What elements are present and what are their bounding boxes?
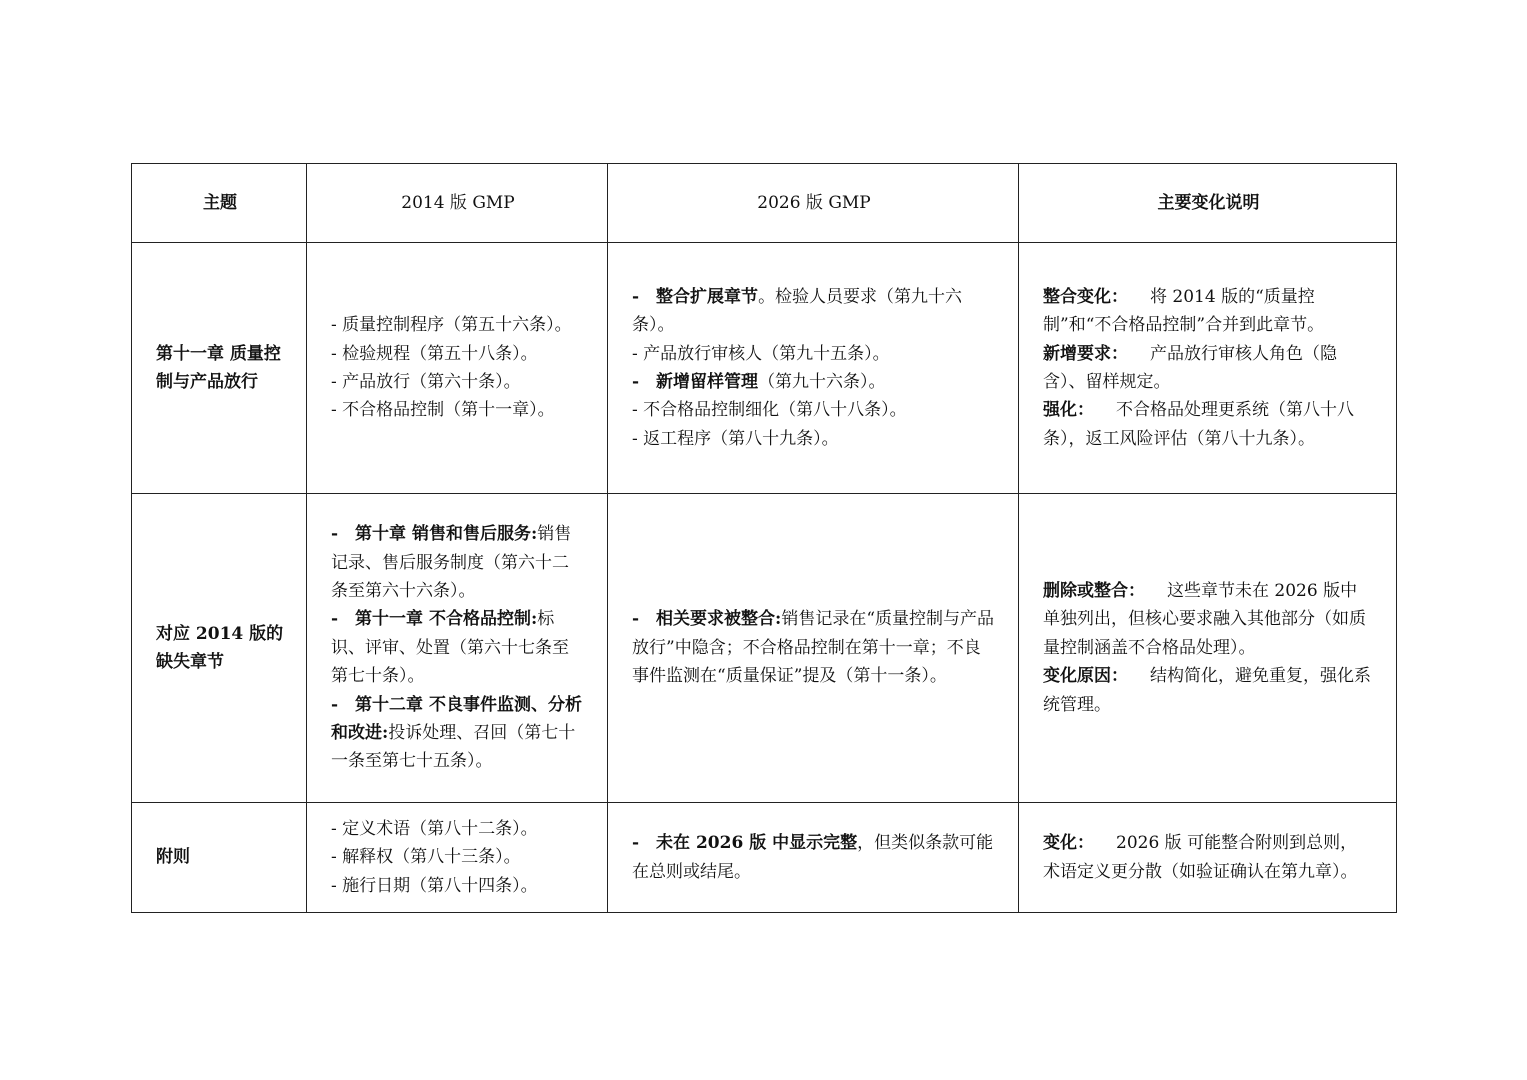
item-text: - 产品放行审核人（第九十五条）。 — [632, 343, 890, 364]
item-heading: - 整合扩展章节 — [632, 286, 759, 307]
cell-2014 — [307, 494, 608, 803]
row-topic: 附则 — [132, 803, 307, 913]
list-item — [632, 425, 996, 453]
table-row — [132, 803, 1397, 913]
item-heading: - 第十章 销售和售后服务: — [331, 524, 538, 545]
note-text: 这些章节未在 2026 版中单独列出，但核心要求融入其他部分（如质量控制涵盖不合格品处理）。 — [1043, 580, 1366, 658]
list-item — [632, 340, 996, 368]
note-label: 变化原因： — [1043, 666, 1128, 687]
item-text: 。检验人员要求（第九十六条）。 — [632, 286, 963, 336]
list-item — [632, 368, 996, 396]
note-label: 新增要求： — [1043, 343, 1128, 364]
list-item: - 解释权（第八十三条）。 — [331, 847, 521, 868]
item-text: 销售记录、售后服务制度（第六十二条至第六十六条）。 — [331, 524, 572, 601]
list-item: - 不合格品控制（第十一章）。 — [331, 400, 555, 421]
item-heading: - 新增留样管理 — [632, 372, 759, 392]
cell-notes — [1019, 494, 1397, 803]
note-text: 不合格品处理更系统（第八十八条），返工风险评估（第八十九条）。 — [1043, 400, 1354, 449]
header-topic: 主题 — [132, 164, 307, 243]
note-label: 变化： — [1043, 833, 1094, 854]
cell-2026 — [608, 243, 1019, 494]
note-label: 整合变化： — [1043, 286, 1128, 307]
note-text: 将 2014 版的“质量控制”和“不合格品控制”合并到此章节。 — [1043, 286, 1325, 336]
list-item: - 质量控制程序（第五十六条）。 — [331, 315, 572, 336]
comparison-table — [131, 163, 1397, 913]
header-notes: 主要变化说明 — [1019, 164, 1397, 243]
cell-2014 — [307, 803, 608, 913]
list-item: - 检验规程（第五十八条）。 — [331, 343, 538, 364]
cell-notes — [1019, 803, 1397, 913]
item-text: （第九十六条）。 — [758, 372, 886, 392]
table-row — [132, 494, 1397, 803]
item-text: 投诉处理、召回（第七十一条至第七十五条）。 — [331, 723, 576, 772]
note-item — [1043, 577, 1374, 662]
note-item — [1043, 829, 1374, 886]
list-item — [632, 605, 996, 690]
list-item — [632, 396, 996, 424]
note-item — [1043, 396, 1374, 453]
note-text: 结构简化，避免重复，强化系统管理。 — [1043, 666, 1371, 715]
item-text: - 返工程序（第八十九条）。 — [632, 428, 839, 449]
list-item — [331, 520, 585, 605]
cell-notes — [1019, 243, 1397, 494]
list-item: - 施行日期（第八十四条）。 — [331, 875, 538, 896]
list-item — [331, 691, 585, 776]
item-text: - 不合格品控制细化（第八十八条）。 — [632, 400, 907, 421]
list-item — [331, 605, 585, 690]
note-item — [1043, 283, 1374, 340]
item-heading: - 第十二章 不良事件监测、分析和改进: — [331, 694, 582, 744]
cell-2026 — [608, 803, 1019, 913]
note-label: 删除或整合： — [1043, 580, 1145, 601]
row-topic: 第十一章 质量控制与产品放行 — [132, 243, 307, 494]
note-text: 产品放行审核人角色（隐含）、留样规定。 — [1043, 343, 1337, 392]
note-item — [1043, 340, 1374, 397]
cell-2026 — [608, 494, 1019, 803]
item-text: 销售记录在“质量控制与产品放行”中隐含；不合格品控制在第十一章；不良事件监测在“质量保证”提及（第十一条）。 — [632, 609, 995, 687]
cell-2014 — [307, 243, 608, 494]
list-item: - 产品放行（第六十条）。 — [331, 372, 521, 392]
header-2014: 2014 版 GMP — [307, 164, 608, 243]
note-item — [1043, 662, 1374, 719]
table-row — [132, 243, 1397, 494]
header-2026: 2026 版 GMP — [608, 164, 1019, 243]
list-item: - 定义术语（第八十二条）。 — [331, 818, 538, 839]
header-row — [132, 164, 1397, 243]
note-label: 强化： — [1043, 400, 1094, 421]
item-text: ，但类似条款可能在总则或结尾。 — [632, 833, 994, 882]
note-text: 2026 版 可能整合附则到总则，术语定义更分散（如验证确认在第九章）。 — [1043, 833, 1358, 882]
row-topic: 对应 2014 版的缺失章节 — [132, 494, 307, 803]
item-heading: - 第十一章 不合格品控制: — [331, 609, 538, 630]
item-heading: - 相关要求被整合: — [632, 609, 782, 630]
item-text: 标识、评审、处置（第六十七条至第七十条）。 — [331, 609, 569, 687]
item-heading: - 未在 2026 版 中显示完整 — [632, 833, 858, 854]
list-item — [632, 829, 996, 886]
list-item — [632, 283, 996, 340]
